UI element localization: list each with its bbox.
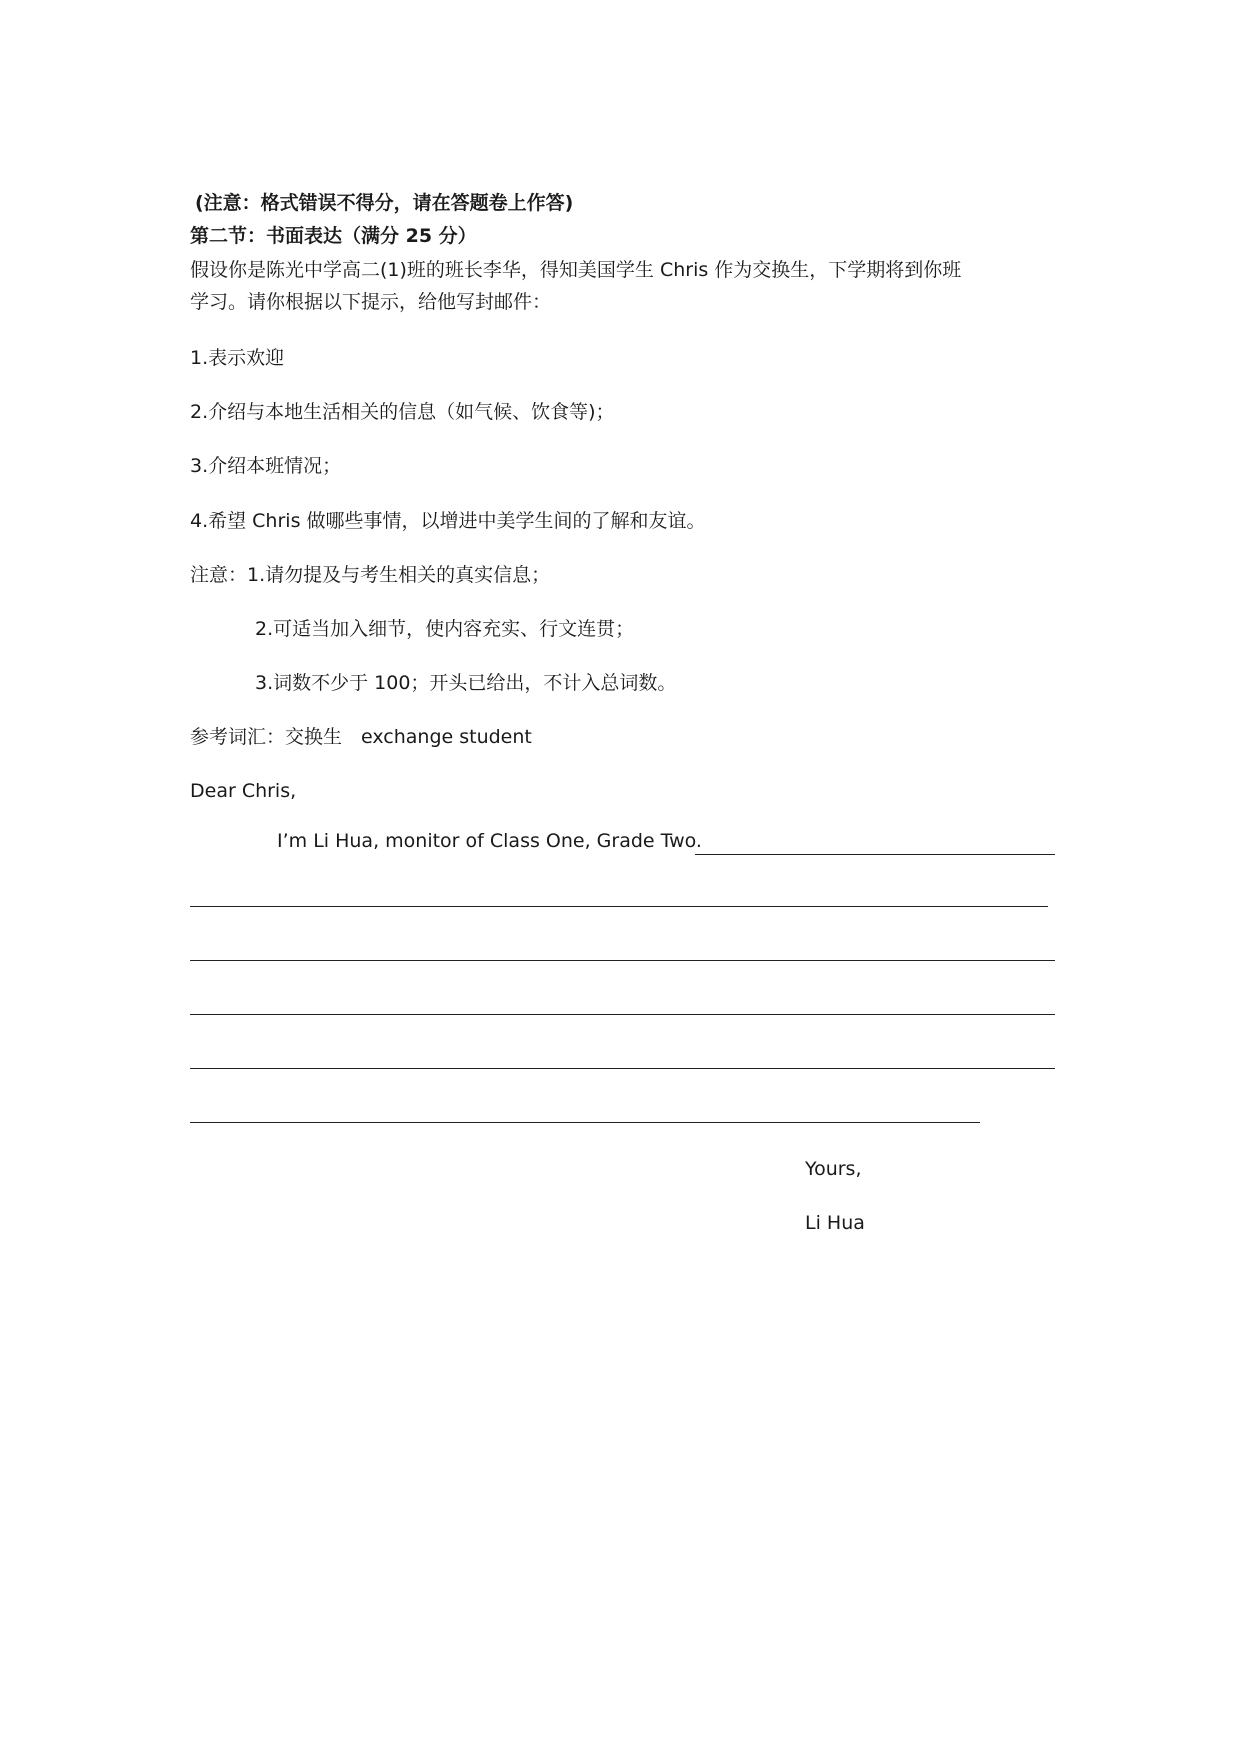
reference-vocab: 参考词汇：交换生 exchange student (190, 726, 532, 748)
format-note: (注意：格式错误不得分，请在答题卷上作答) (195, 192, 574, 214)
prompt-line-1: 假设你是陈光中学高二(1)班的班长李华，得知美国学生 Chris 作为交换生，下学期将到你班 (190, 259, 962, 281)
note-3: 3.词数不少于 100；开头已给出，不计入总词数。 (255, 672, 677, 694)
answer-line-3[interactable] (190, 960, 1055, 961)
letter-closing: Yours, (805, 1158, 862, 1180)
point-1: 1.表示欢迎 (190, 347, 285, 369)
point-2: 2.介绍与本地生活相关的信息（如气候、饮食等)； (190, 401, 615, 423)
note-2: 2.可适当加入细节，使内容充实、行文连贯； (255, 618, 635, 640)
point-4: 4.希望 Chris 做哪些事情，以增进中美学生间的了解和友谊。 (190, 510, 706, 532)
letter-salutation: Dear Chris, (190, 780, 297, 802)
letter-signature: Li Hua (805, 1212, 865, 1234)
answer-line-6[interactable] (190, 1122, 980, 1123)
note-1: 注意：1.请勿提及与考生相关的真实信息； (190, 564, 551, 586)
section-title: 第二节：书面表达（满分 25 分） (190, 225, 477, 247)
answer-line-2[interactable] (190, 906, 1048, 907)
answer-line-1[interactable] (695, 854, 1055, 855)
letter-opening: I’m Li Hua, monitor of Class One, Grade Two. (277, 830, 702, 852)
answer-line-4[interactable] (190, 1014, 1055, 1015)
point-3: 3.介绍本班情况； (190, 455, 342, 477)
prompt-line-2: 学习。请你根据以下提示，给他写封邮件： (190, 291, 552, 313)
answer-line-5[interactable] (190, 1068, 1055, 1069)
